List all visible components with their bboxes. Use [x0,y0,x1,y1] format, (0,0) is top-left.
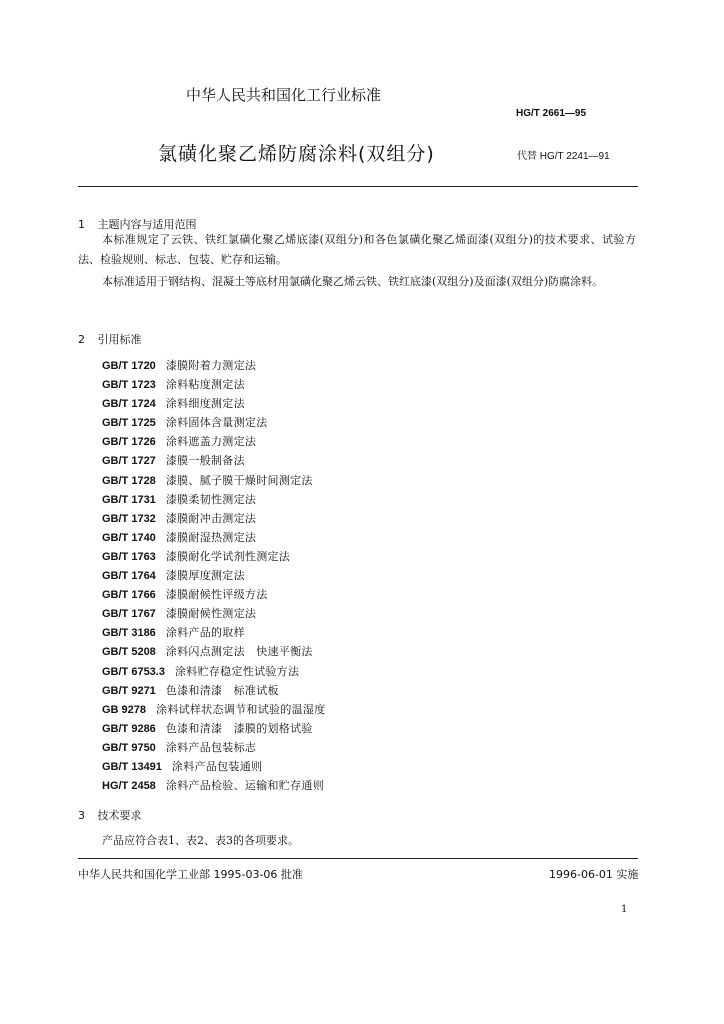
reference-code: GB/T 1720 [102,360,156,372]
reference-code: GB/T 9286 [102,722,156,735]
reference-name: 漆膜、腻子膜干燥时间测定法 [165,473,313,487]
reference-item [102,757,326,776]
reference-code: GB/T 1767 [102,608,156,621]
reference-code: GB/T 3186 [102,627,156,640]
reference-code: GB/T 6753.3 [102,665,165,678]
reference-list [102,356,326,795]
reference-name: 涂料固体含量测定法 [165,416,268,430]
reference-item [102,719,326,738]
reference-name: 漆膜一般制备法 [165,454,245,468]
reference-item [102,642,326,661]
section-number: 1 [78,218,85,231]
reference-name: 涂料粘度测定法 [165,378,245,392]
reference-name: 漆膜附着力测定法 [165,359,257,372]
footer-divider [78,858,638,859]
reference-name: 涂料产品检验、运输和贮存通则 [165,779,325,793]
reference-name: 涂料闪点测定法 快速平衡法 [165,645,313,659]
reference-name: 涂料产品包装标志 [165,740,257,754]
section-number: 3 [78,809,85,822]
reference-name: 涂料遮盖力测定法 [165,435,257,449]
reference-name: 色漆和清漆 漆膜的划格试验 [165,721,313,735]
reference-code: GB/T 1724 [102,398,156,411]
reference-code: GB/T 1726 [102,436,156,449]
section-title: 主题内容与适用范围 [97,218,197,231]
reference-name: 色漆和清漆 标准试板 [165,683,279,697]
reference-name: 涂料试样状态调节和试验的温湿度 [156,702,326,716]
reference-item [102,471,326,490]
reference-code: GB 9278 [102,703,147,716]
reference-item [102,509,326,528]
reference-name: 漆膜耐冲击测定法 [165,511,257,525]
section-3-paragraph-1: 产品应符合表1、表2、表3的各项要求。 [102,834,299,847]
reference-item [102,356,326,375]
reference-item [102,394,326,413]
reference-name: 漆膜耐化学试剂性测定法 [165,549,291,563]
reference-name: 涂料贮存稳定性试验方法 [174,664,300,678]
reference-code: GB/T 1732 [102,512,156,525]
reference-code: GB/T 1766 [102,589,156,602]
reference-item [102,375,326,394]
standard-number: HG/T 2661—95 [516,108,587,119]
section-title: 技术要求 [97,809,142,822]
reference-code: GB/T 13491 [102,760,162,773]
reference-code: GB/T 1740 [102,531,156,544]
reference-item [102,623,326,642]
reference-code: GB/T 5208 [102,646,156,659]
ministry-title: 中华人民共和国化工行业标准 [186,86,382,104]
reference-name: 漆膜耐候性测定法 [165,607,257,621]
reference-item [102,528,326,547]
reference-item [102,490,326,509]
reference-item [102,738,326,757]
replaces-note: 代替 HG/T 2241—91 [517,151,610,162]
reference-code: GB/T 1764 [102,570,156,583]
reference-item [102,432,326,451]
reference-item [102,566,326,585]
document-title: 氯磺化聚乙烯防腐涂料(双组分) [158,143,435,165]
reference-item [102,662,326,681]
reference-item [102,547,326,566]
reference-code: GB/T 1723 [102,379,156,392]
section-1-paragraph-1: 本标准规定了云铁、铁红氯磺化聚乙烯底漆(双组分)和各色氯磺化聚乙烯面漆(双组分)的技术要求、试验方法、检验规则、标志、包装、贮存和运输。 [78,233,636,266]
reference-code: GB/T 1728 [102,474,156,487]
reference-code: GB/T 9750 [102,741,156,754]
section-3-heading [78,807,142,823]
section-number: 2 [78,333,85,346]
reference-code: GB/T 1727 [102,455,156,468]
reference-name: 漆膜厚度测定法 [165,569,245,583]
reference-name: 漆膜耐候性评级方法 [165,588,268,602]
reference-name: 涂料产品的取样 [165,626,245,640]
reference-name: 涂料产品包装通则 [171,759,263,773]
page-number: 1 [621,904,628,915]
reference-code: HG/T 2458 [102,780,156,793]
reference-name: 漆膜耐湿热测定法 [165,530,257,544]
reference-item [102,681,326,700]
reference-code: GB/T 1763 [102,550,156,563]
section-2-heading [78,331,142,347]
reference-item [102,451,326,470]
reference-code: GB/T 1725 [102,417,156,430]
reference-code: GB/T 9271 [102,684,156,697]
approval-note: 中华人民共和国化学工业部 1995-03-06 批准 [78,868,303,881]
reference-name: 漆膜柔韧性测定法 [165,492,257,506]
reference-item [102,700,326,719]
reference-item [102,604,326,623]
reference-item [102,776,326,795]
section-1-paragraph-2: 本标准适用于钢结构、混凝土等底材用氯磺化聚乙烯云铁、铁红底漆(双组分)及面漆(双组分)防腐涂料。 [102,275,604,288]
reference-item [102,413,326,432]
reference-code: GB/T 1731 [102,493,156,506]
reference-item [102,585,326,604]
section-title: 引用标准 [97,333,142,346]
implementation-date: 1996-06-01 实施 [549,868,639,881]
reference-name: 涂料细度测定法 [165,397,245,411]
header-divider [78,186,638,187]
